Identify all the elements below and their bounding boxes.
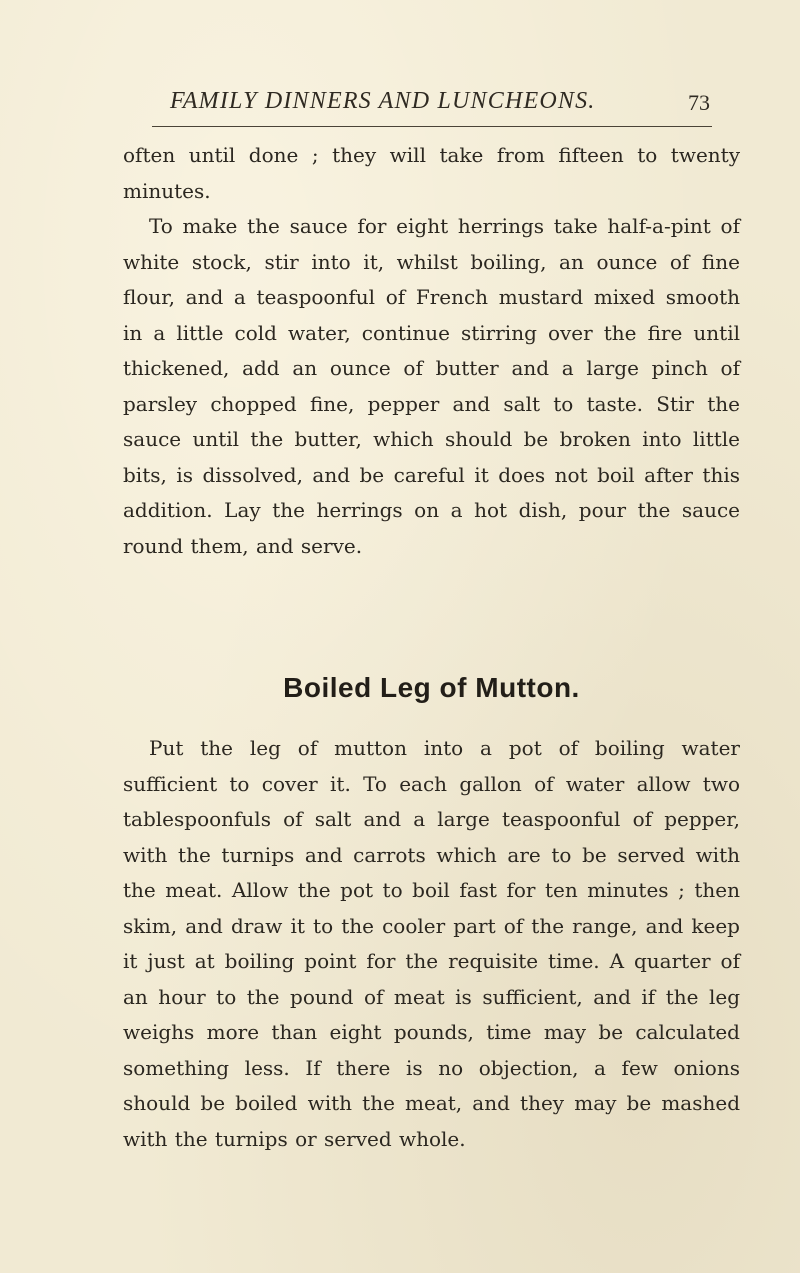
running-title: FAMILY DINNERS AND LUNCHEONS.	[170, 88, 596, 114]
sauce-paragraph: To make the sauce for eight herrings take half-a-pint of white stock, stir into it, whilst boiling, an ounce of fine flour, and a teaspoonful of French mustard mixed smooth in a little cold water, continue stirring over the fire until thickened, add an ounce of butter and a large pinch of parsley chopped fine, pepper and salt to taste. Stir the sauce until the butter, which should be broken into little bits, is dissolved, and be careful it does not boil after this addition. Lay the herrings on a hot dish, pour the sauce round them, and serve.	[123, 214, 740, 558]
running-head	[170, 88, 710, 118]
mutton-section	[123, 731, 740, 1157]
section-heading: Boiled Leg of Mutton.	[283, 672, 580, 703]
header-rule	[152, 126, 712, 127]
mutton-paragraph: Put the leg of mutton into a pot of boiling water sufficient to cover it. To each gallon of water allow two tablespoonfuls of salt and a large teaspoonful of pepper, with the turnips and carrots which are to be served with the meat. Allow the pot to boil fast for ten minutes ; then skim, and draw it to the cooler part of the range, and keep it just at boiling point for the requisite time. A quarter of an hour to the pound of meat is sufficient, and if the leg weighs more than eight pounds, time may be calculated something less. If there is no objection, a few onions should be boiled with the meat, and they may be mashed with the turnips or served whole.	[123, 736, 740, 1151]
continued-paragraph: often until done ; they will take from fifteen to twenty minutes.	[123, 143, 740, 203]
herring-sauce-section	[123, 138, 740, 564]
page-number: 73	[688, 90, 710, 115]
